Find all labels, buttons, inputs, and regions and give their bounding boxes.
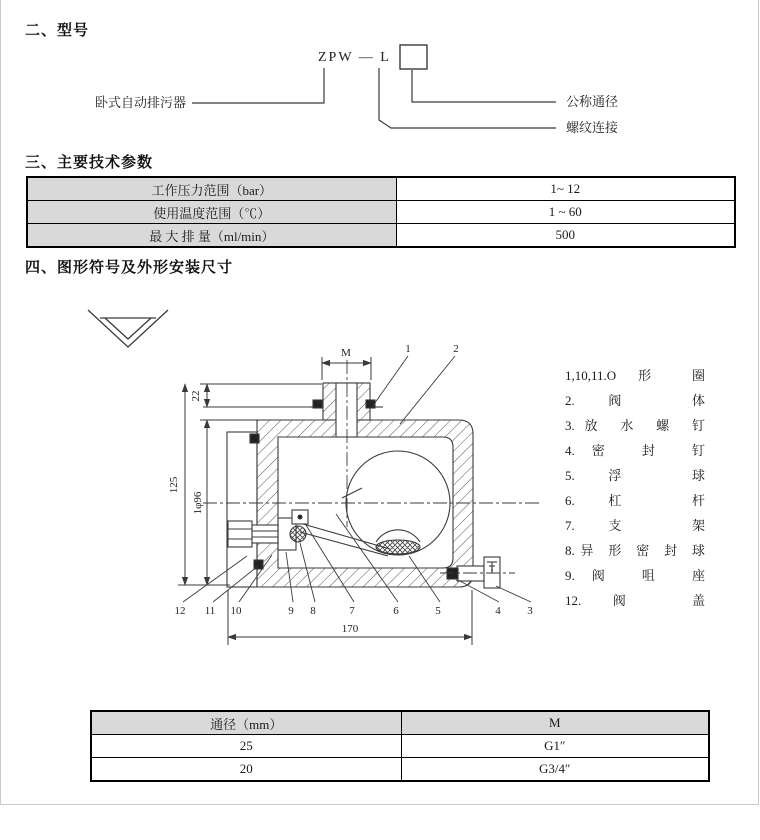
table-row — [27, 177, 735, 201]
m-value: G1″ — [401, 735, 709, 758]
params-table — [26, 176, 736, 248]
o-ring-seal — [313, 400, 322, 408]
sealing-pin — [447, 568, 458, 579]
dn-value: 25 — [91, 735, 401, 758]
nozzle-stem — [252, 525, 278, 543]
leader-thread — [379, 68, 556, 128]
parts-list — [565, 363, 705, 613]
table-row — [91, 758, 709, 782]
list-item: 1,10,11.O 形 圈 — [565, 368, 705, 383]
list-item: 12.阀 盖 — [565, 593, 705, 608]
callout-3: 3 — [527, 605, 533, 617]
list-item: 3.放 水 螺 钉 — [565, 418, 705, 433]
section-heading-params: 三、主要技术参数 — [25, 154, 154, 171]
table-row — [27, 201, 735, 224]
callout-6: 6 — [393, 605, 399, 617]
list-item: 6.杠 杆 — [565, 493, 705, 508]
callout-12: 12 — [174, 605, 186, 617]
hex-plug — [228, 521, 252, 547]
list-item: 7.支 架 — [565, 518, 705, 533]
model-size-box — [400, 45, 427, 69]
param-value: 1 ~ 60 — [396, 201, 735, 224]
shaped-sealing-ball — [290, 526, 306, 542]
callout-8: 8 — [310, 605, 316, 617]
model-code: ZPW — L — [318, 50, 391, 65]
m-value: G3/4″ — [401, 758, 709, 782]
leader-product — [192, 68, 324, 103]
callout-4: 4 — [495, 605, 501, 617]
section-heading-drawing: 四、图形符号及外形安装尺寸 — [25, 259, 234, 276]
label-bore: 公称通径 — [566, 94, 619, 109]
callout-9: 9 — [288, 605, 294, 617]
table-row — [91, 735, 709, 758]
dim-125: 125 — [168, 476, 180, 494]
section-heading-model: 二、型号 — [25, 22, 90, 39]
column-header-dn: 通径（mm） — [91, 711, 401, 735]
leader-bore — [412, 70, 556, 102]
size-table — [90, 710, 710, 782]
dim-22: 22 — [190, 390, 202, 402]
callout-11: 11 — [204, 605, 216, 617]
list-item: 8.异 形 密 封 球 — [565, 543, 705, 558]
label-thread: 螺纹连接 — [566, 120, 619, 135]
param-label: 工作压力范围（bar） — [27, 177, 396, 201]
dn-value: 20 — [91, 758, 401, 782]
param-value: 500 — [396, 224, 735, 248]
list-item: 4.密 封 钉 — [565, 443, 705, 458]
model-designation-diagram — [0, 40, 760, 150]
table-row — [27, 224, 735, 248]
list-item: 2.阀 体 — [565, 393, 705, 408]
callout-10: 10 — [230, 605, 242, 617]
top-port-bore — [336, 383, 357, 437]
callout-7: 7 — [349, 605, 355, 617]
param-label: 使用温度范围（℃） — [27, 201, 396, 224]
callout-2: 2 — [453, 343, 459, 355]
o-ring-seal — [250, 434, 259, 443]
label-product: 卧式自动排污器 — [94, 95, 186, 110]
dim-170: 170 — [341, 623, 359, 635]
list-item: 9.阀 咀 座 — [565, 568, 705, 583]
list-item: 5.浮 球 — [565, 468, 705, 483]
column-header-m: M — [401, 711, 709, 735]
drain-graphic-symbol-icon — [88, 310, 168, 347]
callout-5: 5 — [435, 605, 441, 617]
table-header-row — [91, 711, 709, 735]
param-label: 最 大 排 量（ml/min） — [27, 224, 396, 248]
valve-cross-section-drawing — [60, 290, 560, 670]
dim-m: M — [341, 347, 351, 359]
dim-96: 1φ96 — [192, 491, 204, 515]
valve-cover — [227, 432, 257, 587]
param-value: 1~ 12 — [396, 177, 735, 201]
callout-1: 1 — [405, 343, 411, 355]
drain-passage — [457, 566, 484, 581]
